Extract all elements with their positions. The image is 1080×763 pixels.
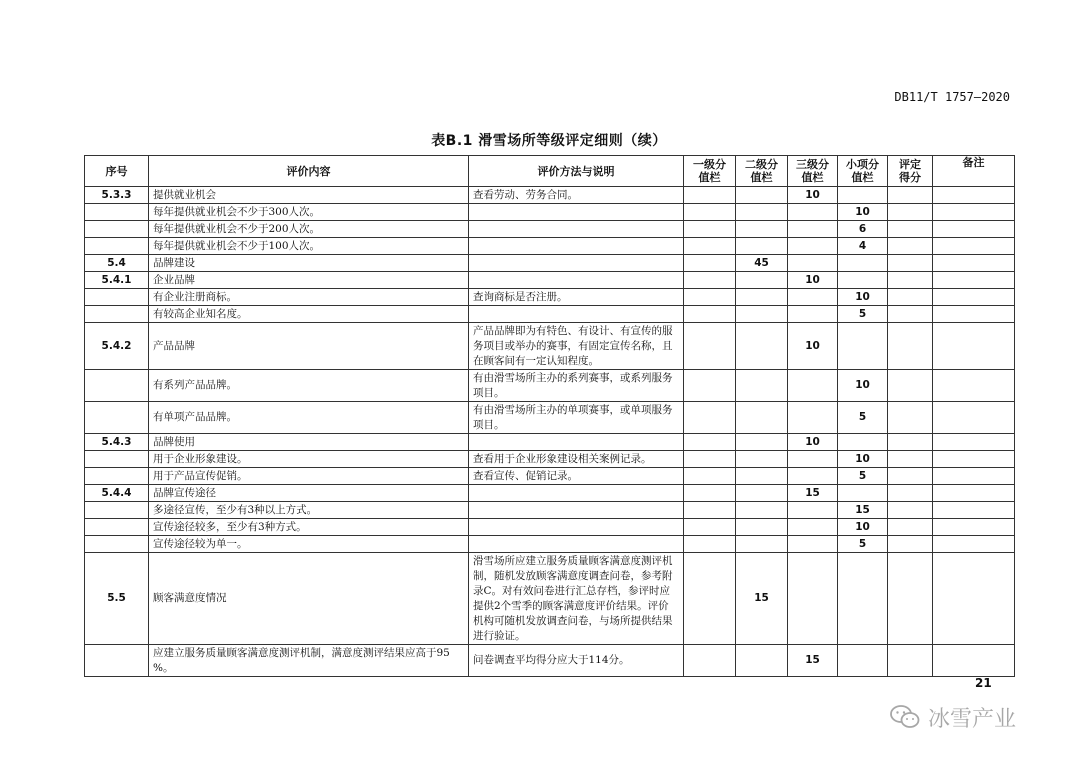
- row-content: 多途径宣传，至少有3种以上方式。: [149, 502, 469, 519]
- header-level1: 一级分 值栏: [684, 156, 736, 187]
- row-level1: [684, 468, 736, 485]
- row-level3: [788, 306, 838, 323]
- row-number: 5.4.4: [85, 485, 149, 502]
- row-level3: 10: [788, 323, 838, 370]
- header-method: 评价方法与说明: [469, 156, 684, 187]
- row-level3: [788, 553, 838, 645]
- row-level1: [684, 306, 736, 323]
- row-content: 宣传途径较为单一。: [149, 536, 469, 553]
- row-rating: [888, 519, 933, 536]
- row-sub: [838, 553, 888, 645]
- row-number: 5.4.3: [85, 434, 149, 451]
- row-level2: [736, 468, 788, 485]
- row-remark: [933, 238, 1015, 255]
- row-remark: [933, 536, 1015, 553]
- row-rating: [888, 187, 933, 204]
- row-level3: 15: [788, 485, 838, 502]
- row-number: 5.4: [85, 255, 149, 272]
- row-remark: [933, 187, 1015, 204]
- row-number: [85, 289, 149, 306]
- row-level2: [736, 451, 788, 468]
- row-sub: 5: [838, 468, 888, 485]
- row-number: [85, 370, 149, 402]
- row-level3: 10: [788, 434, 838, 451]
- row-content: 品牌宣传途径: [149, 485, 469, 502]
- header-level3: 三级分 值栏: [788, 156, 838, 187]
- table-row: [85, 451, 1015, 468]
- row-rating: [888, 255, 933, 272]
- row-number: [85, 306, 149, 323]
- table-row: [85, 645, 1015, 677]
- row-sub: 10: [838, 519, 888, 536]
- row-rating: [888, 370, 933, 402]
- row-method: [469, 255, 684, 272]
- row-level1: [684, 451, 736, 468]
- row-level3: [788, 519, 838, 536]
- row-level2: [736, 402, 788, 434]
- row-content: 用于企业形象建设。: [149, 451, 469, 468]
- row-content: 每年提供就业机会不少于100人次。: [149, 238, 469, 255]
- row-level3: [788, 402, 838, 434]
- row-rating: [888, 323, 933, 370]
- header-no: 序号: [85, 156, 149, 187]
- row-remark: [933, 434, 1015, 451]
- table-row: [85, 306, 1015, 323]
- row-remark: [933, 468, 1015, 485]
- row-content: 有系列产品品牌。: [149, 370, 469, 402]
- row-level2: [736, 238, 788, 255]
- row-level1: [684, 272, 736, 289]
- row-sub: 6: [838, 221, 888, 238]
- row-number: [85, 519, 149, 536]
- row-level1: [684, 204, 736, 221]
- row-remark: [933, 306, 1015, 323]
- row-sub: [838, 272, 888, 289]
- evaluation-table: [84, 155, 1015, 677]
- table-row: [85, 536, 1015, 553]
- row-rating: [888, 204, 933, 221]
- row-remark: [933, 221, 1015, 238]
- row-number: 5.3.3: [85, 187, 149, 204]
- row-level1: [684, 434, 736, 451]
- row-remark: [933, 553, 1015, 645]
- table-row: [85, 402, 1015, 434]
- row-remark: [933, 451, 1015, 468]
- table-row: [85, 187, 1015, 204]
- row-level3: [788, 204, 838, 221]
- table-row: [85, 519, 1015, 536]
- row-content: 应建立服务质量顾客满意度测评机制，满意度测评结果应高于95 %。: [149, 645, 469, 677]
- row-method: 有由滑雪场所主办的系列赛事，或系列服务项目。: [469, 370, 684, 402]
- header-rating: 评定 得分: [888, 156, 933, 187]
- row-level1: [684, 553, 736, 645]
- row-remark: [933, 502, 1015, 519]
- document-code: DB11/T 1757—2020: [894, 90, 1010, 104]
- row-level1: [684, 536, 736, 553]
- row-number: [85, 468, 149, 485]
- row-level1: [684, 402, 736, 434]
- row-number: [85, 238, 149, 255]
- row-number: [85, 536, 149, 553]
- row-remark: [933, 272, 1015, 289]
- watermark: [890, 700, 1016, 734]
- row-rating: [888, 502, 933, 519]
- row-content: 提供就业机会: [149, 187, 469, 204]
- row-sub: 10: [838, 451, 888, 468]
- row-rating: [888, 451, 933, 468]
- table-header-row: [85, 156, 1015, 187]
- table-row: [85, 289, 1015, 306]
- row-remark: [933, 289, 1015, 306]
- row-method: 查询商标是否注册。: [469, 289, 684, 306]
- row-sub: 5: [838, 536, 888, 553]
- row-method: [469, 272, 684, 289]
- row-level3: 10: [788, 187, 838, 204]
- row-method: 查看宣传、促销记录。: [469, 468, 684, 485]
- row-method: 问卷调查平均得分应大于114分。: [469, 645, 684, 677]
- row-sub: [838, 255, 888, 272]
- row-method: 查看用于企业形象建设相关案例记录。: [469, 451, 684, 468]
- row-level3: [788, 289, 838, 306]
- row-level3: 10: [788, 272, 838, 289]
- row-sub: [838, 645, 888, 677]
- row-level2: 15: [736, 553, 788, 645]
- row-rating: [888, 434, 933, 451]
- table-row: [85, 204, 1015, 221]
- wechat-icon: [890, 704, 920, 730]
- row-remark: [933, 323, 1015, 370]
- table-title: 表B.1 滑雪场所等级评定细则（续）: [431, 133, 667, 149]
- row-level3: [788, 502, 838, 519]
- row-method: [469, 434, 684, 451]
- row-rating: [888, 553, 933, 645]
- row-level1: [684, 255, 736, 272]
- row-content: 用于产品宣传促销。: [149, 468, 469, 485]
- row-level1: [684, 323, 736, 370]
- row-level2: [736, 519, 788, 536]
- row-level3: [788, 451, 838, 468]
- row-remark: [933, 402, 1015, 434]
- row-remark: [933, 519, 1015, 536]
- row-method: [469, 204, 684, 221]
- row-content: 有企业注册商标。: [149, 289, 469, 306]
- table-row: [85, 272, 1015, 289]
- table-row: [85, 221, 1015, 238]
- row-level2: [736, 221, 788, 238]
- row-rating: [888, 645, 933, 677]
- row-number: 5.5: [85, 553, 149, 645]
- row-content: 宣传途径较多，至少有3种方式。: [149, 519, 469, 536]
- row-level1: [684, 485, 736, 502]
- row-sub: [838, 434, 888, 451]
- row-level1: [684, 502, 736, 519]
- row-level1: [684, 519, 736, 536]
- table-row: [85, 255, 1015, 272]
- row-rating: [888, 272, 933, 289]
- row-rating: [888, 402, 933, 434]
- row-remark: [933, 645, 1015, 677]
- row-remark: [933, 204, 1015, 221]
- table-row: [85, 553, 1015, 645]
- row-method: 查看劳动、劳务合同。: [469, 187, 684, 204]
- row-remark: [933, 370, 1015, 402]
- row-level2: [736, 204, 788, 221]
- table-row: [85, 323, 1015, 370]
- row-content: 每年提供就业机会不少于200人次。: [149, 221, 469, 238]
- row-sub: 5: [838, 306, 888, 323]
- row-level2: [736, 306, 788, 323]
- row-level3: 15: [788, 645, 838, 677]
- row-sub: 5: [838, 402, 888, 434]
- row-number: 5.4.1: [85, 272, 149, 289]
- table-row: [85, 485, 1015, 502]
- row-content: 有单项产品品牌。: [149, 402, 469, 434]
- row-level1: [684, 221, 736, 238]
- row-level3: [788, 255, 838, 272]
- header-remark: 备注: [933, 156, 1015, 187]
- row-content: 顾客满意度情况: [149, 553, 469, 645]
- row-rating: [888, 221, 933, 238]
- row-level2: [736, 485, 788, 502]
- row-sub: 10: [838, 204, 888, 221]
- row-level3: [788, 536, 838, 553]
- row-sub: [838, 323, 888, 370]
- table-row: [85, 502, 1015, 519]
- header-content: 评价内容: [149, 156, 469, 187]
- row-rating: [888, 536, 933, 553]
- row-level2: [736, 502, 788, 519]
- row-level2: [736, 289, 788, 306]
- table-row: [85, 238, 1015, 255]
- row-level3: [788, 468, 838, 485]
- row-method: 产品品牌即为有特色、有设计、有宣传的服务项目或举办的赛事，有固定宣传名称，且在顾客间有一定认知程度。: [469, 323, 684, 370]
- row-number: [85, 402, 149, 434]
- row-content: 企业品牌: [149, 272, 469, 289]
- row-level2: [736, 187, 788, 204]
- row-method: [469, 502, 684, 519]
- row-number: 5.4.2: [85, 323, 149, 370]
- row-content: 品牌建设: [149, 255, 469, 272]
- row-level1: [684, 370, 736, 402]
- row-level3: [788, 370, 838, 402]
- row-content: 有较高企业知名度。: [149, 306, 469, 323]
- row-level2: [736, 536, 788, 553]
- table-row: [85, 370, 1015, 402]
- row-number: [85, 502, 149, 519]
- row-level2: [736, 645, 788, 677]
- row-sub: 4: [838, 238, 888, 255]
- row-sub: 10: [838, 289, 888, 306]
- row-sub: [838, 187, 888, 204]
- row-level1: [684, 238, 736, 255]
- row-level2: [736, 434, 788, 451]
- row-level2: [736, 272, 788, 289]
- row-level1: [684, 645, 736, 677]
- row-rating: [888, 306, 933, 323]
- row-remark: [933, 485, 1015, 502]
- watermark-text: 冰雪产业: [928, 706, 1017, 732]
- header-level2: 二级分 值栏: [736, 156, 788, 187]
- row-method: [469, 519, 684, 536]
- row-method: [469, 238, 684, 255]
- row-level3: [788, 238, 838, 255]
- row-level2: [736, 323, 788, 370]
- row-number: [85, 451, 149, 468]
- row-rating: [888, 238, 933, 255]
- row-rating: [888, 289, 933, 306]
- row-level1: [684, 187, 736, 204]
- row-method: [469, 536, 684, 553]
- row-content: 每年提供就业机会不少于300人次。: [149, 204, 469, 221]
- row-number: [85, 221, 149, 238]
- row-method: [469, 306, 684, 323]
- row-sub: 10: [838, 370, 888, 402]
- row-number: [85, 645, 149, 677]
- row-level3: [788, 221, 838, 238]
- row-method: [469, 485, 684, 502]
- row-level1: [684, 289, 736, 306]
- page-number: 21: [975, 676, 992, 690]
- row-level2: 45: [736, 255, 788, 272]
- row-content: 产品品牌: [149, 323, 469, 370]
- row-sub: 15: [838, 502, 888, 519]
- row-method: 有由滑雪场所主办的单项赛事，或单项服务项目。: [469, 402, 684, 434]
- row-rating: [888, 468, 933, 485]
- row-sub: [838, 485, 888, 502]
- row-method: 滑雪场所应建立服务质量顾客满意度测评机制，随机发放顾客满意度调查问卷，参考附录C。对有效问卷进行汇总存档，参评时应提供2个雪季的顾客满意度评价结果。评价机构可随机发放调查问卷，与场所提供结果进行验证。: [469, 553, 684, 645]
- row-method: [469, 221, 684, 238]
- row-level2: [736, 370, 788, 402]
- row-number: [85, 204, 149, 221]
- table-row: [85, 468, 1015, 485]
- header-sub: 小项分 值栏: [838, 156, 888, 187]
- row-remark: [933, 255, 1015, 272]
- row-rating: [888, 485, 933, 502]
- table-row: [85, 434, 1015, 451]
- row-content: 品牌使用: [149, 434, 469, 451]
